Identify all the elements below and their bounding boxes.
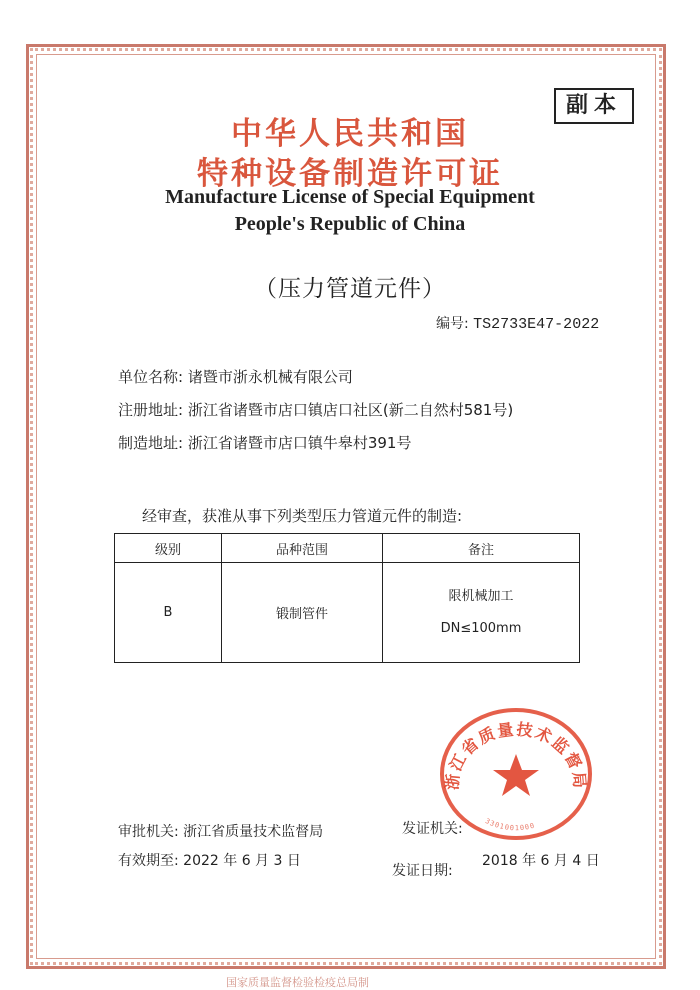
cell-level: B — [115, 563, 222, 663]
header-level: 级别 — [115, 534, 222, 563]
approval-label: 审批机关: — [118, 824, 179, 840]
seal-code — [484, 817, 536, 832]
number-value: TS2733E47-2022 — [473, 316, 600, 333]
title-en-line2: People's Republic of China — [234, 213, 466, 235]
approval-value: 浙江省质量技术监督局 — [183, 824, 324, 840]
issuer-label: 发证机关: — [402, 821, 463, 837]
title-cn-line2: 特种设备制造许可证 — [197, 156, 503, 192]
seal-text-path: 浙江省质量技术监督局 — [442, 719, 590, 791]
issue-date-value: 2018 年 6 月 4 日 — [482, 853, 600, 869]
reg-label: 注册地址: — [118, 401, 184, 419]
valid-until — [118, 850, 301, 870]
copy-mark: 副本 — [554, 88, 634, 124]
permit-table — [114, 533, 580, 663]
title-cn-line1: 中华人民共和国 — [231, 116, 469, 152]
approval-authority — [118, 821, 323, 841]
bottom-text: 国家质量监督检验检疫总局制 — [226, 976, 369, 989]
seal-code-path: 3301001000 — [483, 817, 537, 833]
remark-line2: DN≤100mm — [440, 620, 522, 636]
remark-line1: 限机械加工 — [448, 588, 514, 604]
manufacturing-address-field — [118, 432, 411, 453]
header-remark: 备注 — [383, 534, 580, 563]
number-label: 编号: — [436, 316, 469, 332]
category: （压力管道元件） — [254, 276, 446, 302]
table-row — [115, 563, 580, 663]
unit-label: 单位名称: — [118, 368, 184, 386]
table-header-row — [115, 534, 580, 563]
valid-label: 有效期至: — [118, 853, 179, 869]
unit-name-field — [118, 366, 353, 387]
reg-value: 浙江省诸暨市店口镇店口社区(新二自然村581号) — [187, 401, 514, 419]
mfg-value: 浙江省诸暨市店口镇牛皋村391号 — [187, 434, 412, 452]
registered-address-field — [118, 399, 513, 420]
title-en-line1: Manufacture License of Special Equipment — [165, 186, 535, 208]
unit-value: 诸暨市浙永机械有限公司 — [187, 368, 353, 386]
issue-date-label: 发证日期: — [392, 863, 453, 879]
cell-scope: 锻制管件 — [222, 563, 383, 663]
statement: 经审查，获准从事下列类型压力管道元件的制造: — [142, 507, 463, 525]
valid-value: 2022 年 6 月 3 日 — [183, 853, 301, 869]
star-icon — [493, 754, 539, 796]
mfg-label: 制造地址: — [118, 434, 184, 452]
header-scope: 品种范围 — [222, 534, 383, 563]
cell-remark — [383, 563, 580, 663]
license-number — [436, 313, 599, 333]
